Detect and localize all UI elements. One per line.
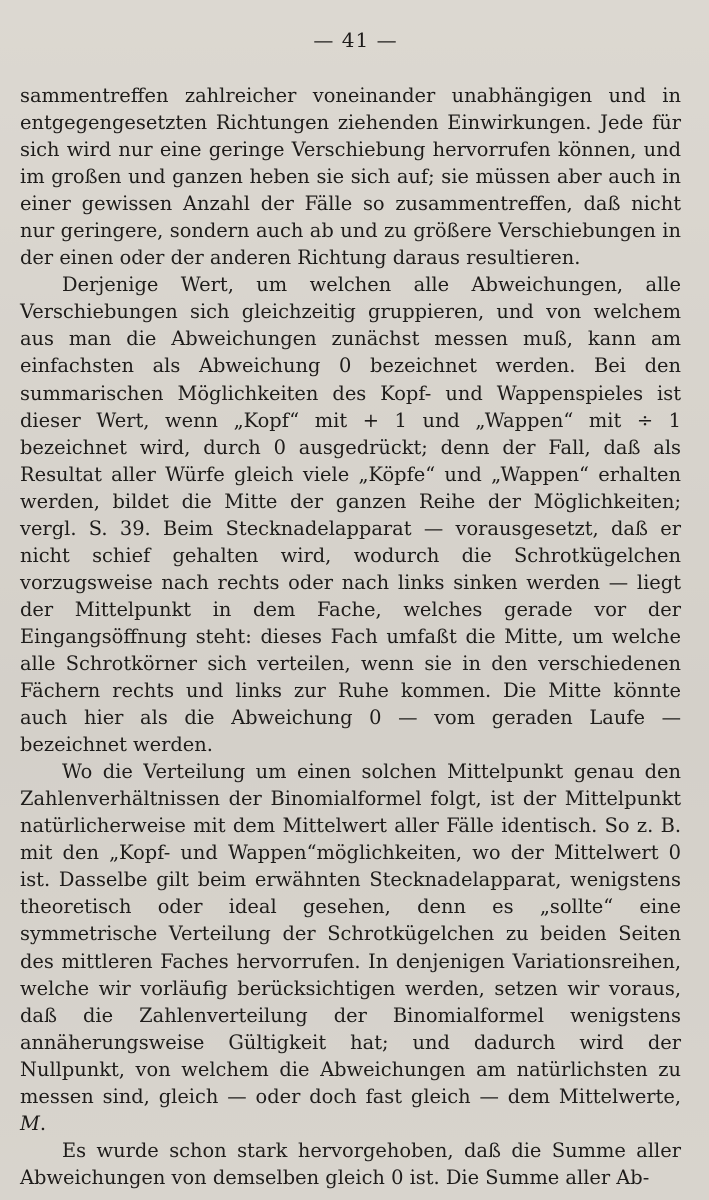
paragraph-mittelpunkt bbox=[20, 758, 681, 1137]
paragraph-continuation: sammentreffen zahlreicher voneinander unabhängigen und in entgegengesetzten Richtungen ziehenden Einwirkungen. Jede für sich wird nur eine geringe Verschiebung hervorrufen können, und im großen und ganzen heben sie sich auf; sie müssen aber auch in einer gewissen Anzahl der Fälle so zusammentreffen, daß nicht nur geringere, sondern auch ab und zu größere Verschiebungen in der einen oder der anderen Richtung daraus resultieren. bbox=[20, 84, 681, 270]
mean-symbol: M bbox=[20, 1111, 40, 1135]
paragraph-mittelpunkt-text: Wo die Verteilung um einen solchen Mittelpunkt genau den Zahlenverhältnissen der Binomialformel folgt, ist der Mittelpunkt natürlicherweise mit dem Mittelwert aller Fälle identisch. So z. B. mit den „Kopf- und Wappen“möglichkeiten, wo der Mittelwert 0 ist. Dasselbe gilt beim erwähnten Stecknadelapparat, wenigstens theoretisch oder ideal gesehen, denn es „sollte“ eine symmetrische Verteilung der Schrotkügelchen zu beiden Seiten des mittleren Faches hervorrufen. In denjenigen Variationsreihen, welche wir vorläufig berücksichtigen werden, setzen wir voraus, daß die Zahlenverteilung der Binomialformel wenigstens annäherungsweise Gültigkeit hat; und dadurch wird der Nullpunkt, von welchem die Abweichungen am natürlichsten zu messen sind, gleich — oder doch fast gleich — dem Mittelwerte, bbox=[20, 760, 681, 1108]
paragraph-summe: Es wurde schon stark hervorgehoben, daß die Summe aller Abweichungen von demselben gleich 0 ist. Die Summe aller Ab- bbox=[20, 1138, 681, 1189]
paragraph-mittelpunkt-end: . bbox=[39, 1111, 47, 1135]
page-number: — 41 — bbox=[313, 28, 398, 52]
paragraph-abweichung-null: Derjenige Wert, um welchen alle Abweichungen, alle Verschiebungen sich gleichzeitig gruppieren, und von welchem aus man die Abweichungen zunächst messen muß, kann am einfachsten als Abweichung 0 bezeichnet werden. Bei den summarischen Möglichkeiten des Kopf- und Wappenspieles ist dieser Wert, wenn „Kopf“ mit + 1 und „Wappen“ mit ÷ 1 bezeichnet wird, durch 0 ausgedrückt; denn der Fall, daß als Resultat aller Würfe gleich viele „Köpfe“ und „Wappen“ erhalten werden, bildet die Mitte der ganzen Reihe der Möglichkeiten; vergl. S. 39. Beim Stecknadelapparat — vorausgesetzt, daß er nicht schief gehalten wird, wodurch die Schrotkügelchen vorzugsweise nach rechts oder nach links sinken werden — liegt der Mittelpunkt in dem Fache, welches gerade vor der Eingangsöffnung steht: dieses Fach umfaßt die Mitte, um welche alle Schrotkörner sich verteilen, wenn sie in den verschiedenen Fächern rechts und links zur Ruhe kommen. Die Mitte könnte auch hier als die Abweichung 0 — vom geraden Laufe — bezeichnet werden. bbox=[20, 273, 681, 757]
